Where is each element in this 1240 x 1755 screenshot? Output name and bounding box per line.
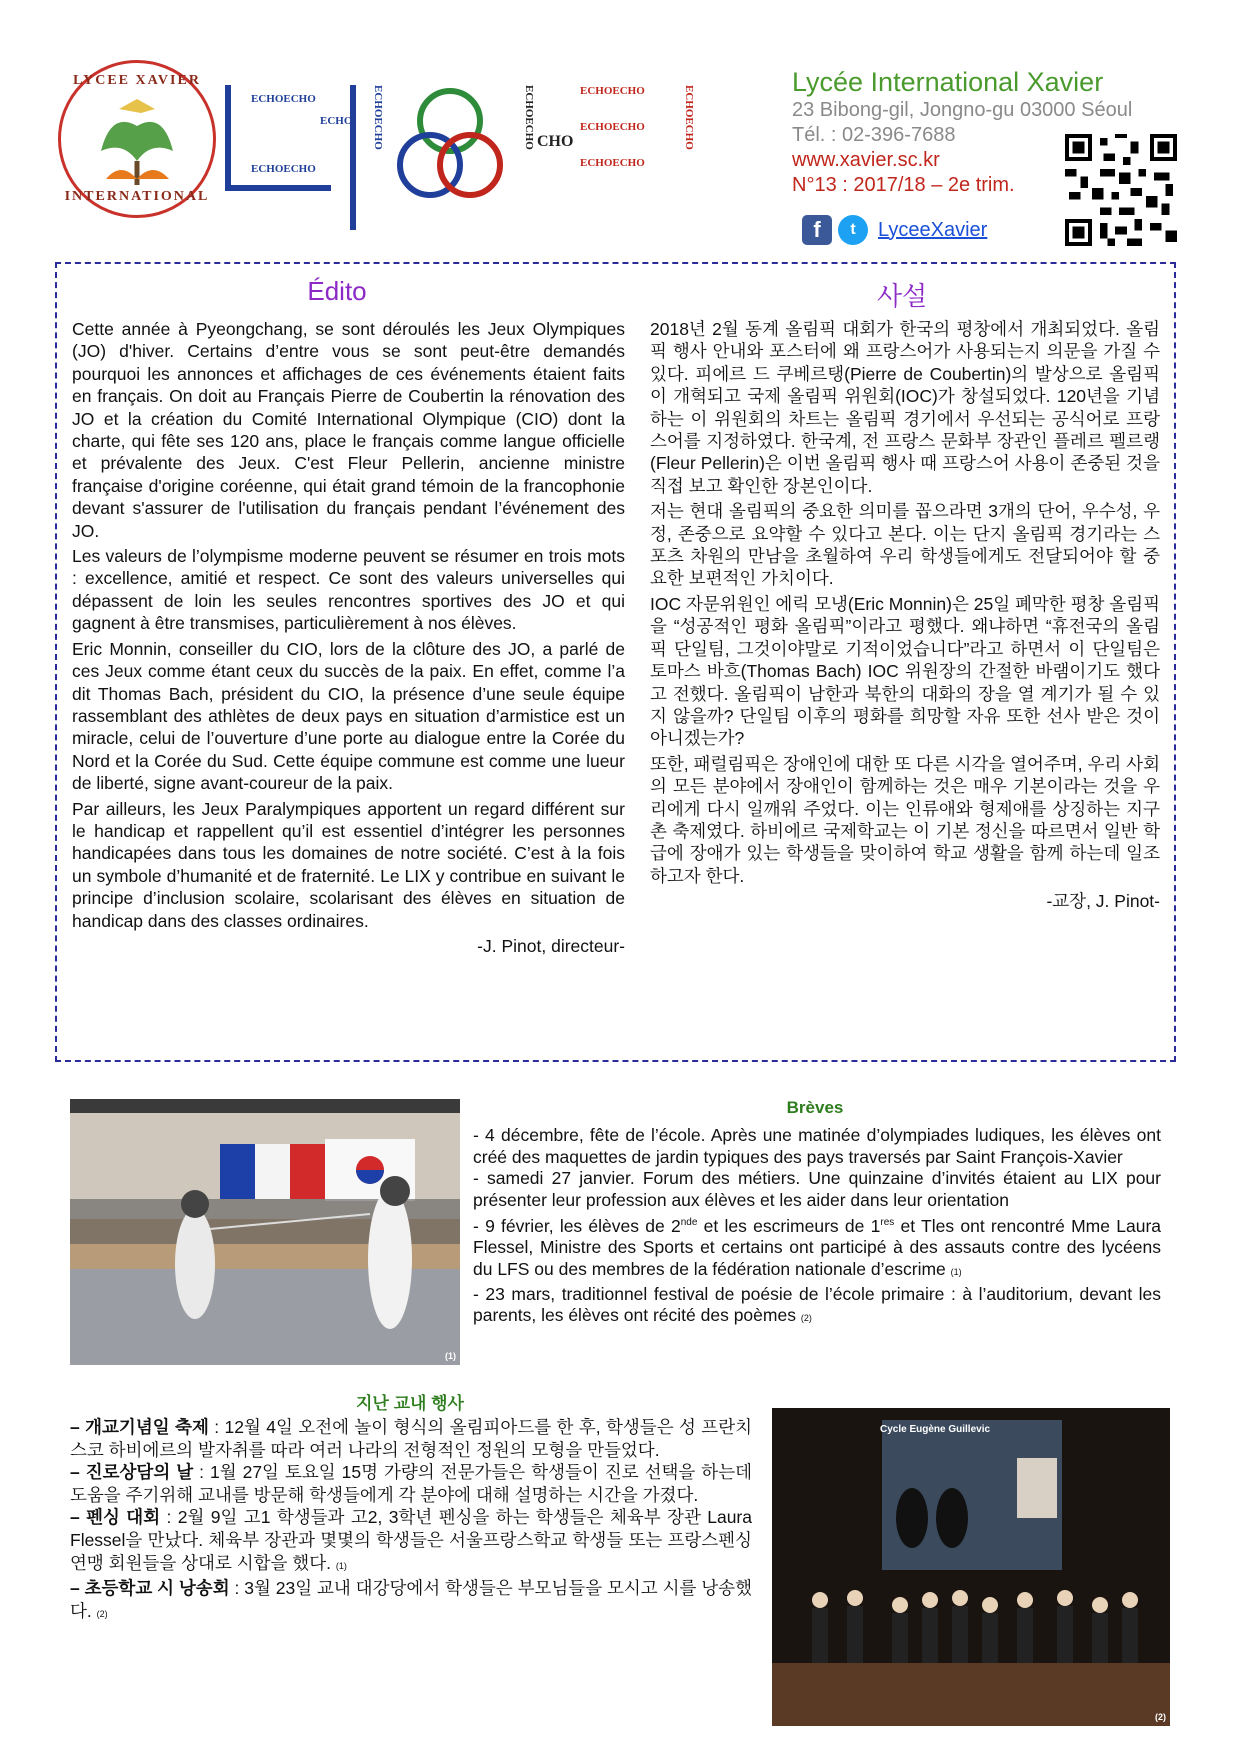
school-phone: Tél. : 02-396-7688 bbox=[792, 124, 956, 146]
fencing-photo bbox=[70, 1099, 460, 1365]
school-name: Lycée International Xavier bbox=[792, 67, 1104, 97]
edito-ko-paragraph: 또한, 패럴림픽은 장애인에 대한 또 다른 시각을 열어주며, 우리 사회의 모든 분야에서 장애인이 함께하는 것은 매우 기본이라는 것을 우리에게 다시 일깨워 주었다. 이는 인류애와 형제애를 상징하는 지구촌 축제였다. 하비에르 국제학교는 이 기본 정신을 따르면서 일반 학급에 장애가 있는 학생들을 맞이하여 학교 생활을 함께 하는데 일조하고자 한다. bbox=[650, 753, 1160, 886]
masthead-echo-small: ECHO bbox=[320, 115, 353, 127]
masthead-cho: CHO bbox=[537, 133, 574, 150]
event-item: – 초등학교 시 낭송회 : 3월 23일 교내 대강당에서 학생들은 부모님들을 모시고 시를 낭송했다. (2) bbox=[70, 1578, 752, 1621]
breves-title: Brèves bbox=[786, 1098, 844, 1117]
logo-text-bottom: INTERNATIONAL bbox=[64, 189, 210, 204]
edito-ko-signature: -교장, J. Pinot- bbox=[1046, 891, 1160, 912]
logo-text-top: LYCEE XAVIER bbox=[73, 73, 201, 88]
school-website-link[interactable]: www.xavier.sc.kr bbox=[792, 149, 940, 171]
breves-item: - 4 décembre, fête de l’école. Après une matinée d’olympiades ludiques, les élèves ont créé des maquettes de jardin typiques des pays traversés par Saint François-Xavier bbox=[473, 1125, 1161, 1167]
echo-masthead bbox=[225, 85, 780, 235]
edito-ko-paragraph: 2018년 2월 동계 올림픽 대회가 한국의 평창에서 개최되었다. 올림픽 행사 안내와 포스터에 왜 프랑스어가 사용되는지 의문을 가질 수 있다. 피에르 드 쿠베르탱(Pierre de Coubertin)의 발상으로 올림픽이 개혁되고 국제 올림픽 위원회(IOC)가 창설되었다. 120년을 기념하는 이 위원회의 차트는 올림픽 경기에서 우선되는 공식어로 프랑스어를 지정하였다. 한국계, 전 프랑스 문화부 장관인 플레르 펠르랭(Fleur Pellerin)은 이번 올림픽 행사 때 프랑스어 사용이 존중된 것을 직접 보고 확인한 장본인이다. bbox=[650, 319, 1160, 496]
masthead-block-2: ECHOECHO bbox=[350, 85, 384, 230]
events-list bbox=[70, 1416, 752, 1625]
edito-fr-paragraph: Par ailleurs, les Jeux Paralympiques apportent un regard différent sur le handicap et rappellent qu’il est essentiel d’intégrer les personnes handicapées dans tous les domaines de notre société. C’est à la fois un symbole d’humanité et de fraternité. Le LIX y contribue en suivant le principe d’inclusion scolaire, scolarisant des élèves en situation de handicap dans des classes ordinaires. bbox=[72, 798, 625, 931]
qr-code-icon bbox=[1065, 134, 1177, 246]
breves-item: - samedi 27 janvier. Forum des métiers. Une quinzaine d’invités étaient au LIX pour présenter leur profession aux élèves et les aider dans leur orientation bbox=[473, 1168, 1161, 1211]
event-item: – 개교기념일 축제 : 12월 4일 오전에 놀이 형식의 올림피아드를 한 후, 학생들은 성 프란치스코 하비에르의 발자취를 따라 여러 나라의 전형적인 정원의 모형을 만들었다. bbox=[70, 1417, 753, 1460]
olympic-rings-icon bbox=[395, 85, 505, 225]
social-links bbox=[802, 212, 987, 248]
breves-list bbox=[473, 1125, 1161, 1330]
edito-fr-title: Édito bbox=[307, 276, 367, 306]
poetry-festival-photo bbox=[772, 1408, 1170, 1726]
masthead-block-1: ECHOECHO ECHOECHO bbox=[225, 85, 331, 191]
twitter-icon[interactable]: t bbox=[838, 215, 868, 245]
issue-number: N°13 : 2017/18 – 2e trim. bbox=[792, 174, 1015, 196]
edito-fr-column bbox=[72, 318, 625, 960]
photo1-caption: (1) bbox=[445, 1351, 456, 1361]
facebook-icon[interactable]: f bbox=[802, 215, 832, 245]
masthead-block-3: ECHOECHO bbox=[523, 85, 535, 150]
masthead-block-5: ECHOECHO bbox=[683, 85, 695, 150]
breves-item: - 9 février, les élèves de 2nde et les escrimeurs de 1res et Tles ont rencontré Mme Laura Flessel, Ministre des Sports et certains ont participé à des assauts contre des lycéens du LFS ou des membres de la fédération nationale d’escrime (1) bbox=[473, 1215, 1162, 1280]
event-item: – 펜싱 대회 : 2월 9일 고1 학생들과 고2, 3학년 펜싱을 하는 학생들은 체육부 장관 Laura Flessel을 만났다. 체육부 장관과 몇몇의 학생들은 서울프랑스학교 학생들 또는 프랑스펜싱연맹 회원들을 상대로 시합을 했다. (1) bbox=[70, 1507, 752, 1573]
photo2-caption: (2) bbox=[1155, 1712, 1166, 1722]
edito-box bbox=[55, 262, 1176, 1062]
logo-dove-tree-icon bbox=[81, 91, 193, 187]
edito-ko-title: 사설 bbox=[876, 281, 928, 311]
edito-fr-paragraph: Les valeurs de l’olympisme moderne peuvent se résumer en trois mots : excellence, amitié et respect. Ce sont des valeurs universelles qui dépassent de loin les seules rencontres sportives des JO et qui gagnent à être transmises, particulièrement à nos élèves. bbox=[72, 546, 625, 634]
edito-fr-paragraph: Eric Monnin, conseiller du CIO, lors de la clôture des JO, a parlé de ces Jeux comme étant ceux du succès de la paix. En effet, comme l’a dit Thomas Bach, président du CIO, la présence d’une seule équipe rassemblant des athlètes de deux pays en situation d’armistice est un miracle, celui de l’ouverture d’une porte au dialogue entre la Corée du Nord et la Corée du Sud. Cette équipe commune est comme une lueur de liberté, signe avant-coureur de la paix. bbox=[72, 638, 625, 794]
school-logo bbox=[58, 60, 216, 218]
edito-fr-paragraph: Cette année à Pyeongchang, se sont déroulés les Jeux Olympiques (JO) d'hiver. Certains d’entre vous se sont peut-être demandés pourquoi les annonces et affichages de ces événements étaient faits en français. On doit au Français Pierre de Coubertin la rénovation des JO et la création du Comité International Olympique (CIO) dont la charte, qui fête ses 120 ans, place le français comme langue officielle et prévalente des Jeux. C'est Fleur Pellerin, ancienne ministre française d'origine coréenne, qui était grand témoin de la francophonie devant s'assurer de l'utilisation du français pendant l’événement des JO. bbox=[72, 319, 625, 541]
social-handle-link[interactable]: LyceeXavier bbox=[878, 218, 988, 241]
event-item: – 진로상담의 날 : 1월 27일 토요일 15명 가량의 전문가들은 학생들이 진로 선택을 하는데 도움을 주기위해 교내를 방문해 학생들에게 각 분야에 대해 설명하는 시간을 가졌다. bbox=[70, 1462, 752, 1505]
edito-ko-paragraph: IOC 자문위원인 에릭 모냉(Eric Monnin)은 25일 폐막한 평창 올림픽을 “성공적인 평화 올림픽”이라고 평했다. 왜냐하면 “휴전국의 올림픽 단일팀, 그것이야말로 기적이었습니다”라고 하면서 이 단일팀은 토마스 바흐(Thomas Bach) IOC 위원장의 간절한 바램이기도 했다고 전했다. 올림픽이 남한과 북한의 대화의 장을 열 계기가 될 수 있지 않을까? 단일팀 이후의 평화를 희망할 자유 또한 선사 받은 것이 아니겠는가? bbox=[650, 593, 1160, 749]
edito-ko-paragraph: 저는 현대 올림픽의 중요한 의미를 꼽으라면 3개의 단어, 우수성, 우정, 존중으로 요약할 수 있다고 본다. 이는 단지 올림픽 경기라는 스포츠 차원의 만남을 초월하여 우리 학생들에게도 전달되어야 할 중요한 보편적인 가치이다. bbox=[650, 501, 1160, 589]
edito-fr-signature: -J. Pinot, directeur- bbox=[477, 935, 625, 956]
breves-item: - 23 mars, traditionnel festival de poésie de l’école primaire : à l’auditorium, devant les parents, les élèves ont récité des poèmes (2) bbox=[473, 1283, 1161, 1326]
masthead-block-4: ECHOECHO ECHOECHO ECHOECHO bbox=[580, 85, 645, 169]
photo2-banner: Cycle Eugène Guillevic bbox=[880, 1424, 991, 1435]
edito-ko-column bbox=[650, 318, 1160, 916]
events-title: 지난 교내 행사 bbox=[356, 1394, 464, 1413]
school-address: 23 Bibong-gil, Jongno-gu 03000 Séoul bbox=[792, 99, 1133, 121]
